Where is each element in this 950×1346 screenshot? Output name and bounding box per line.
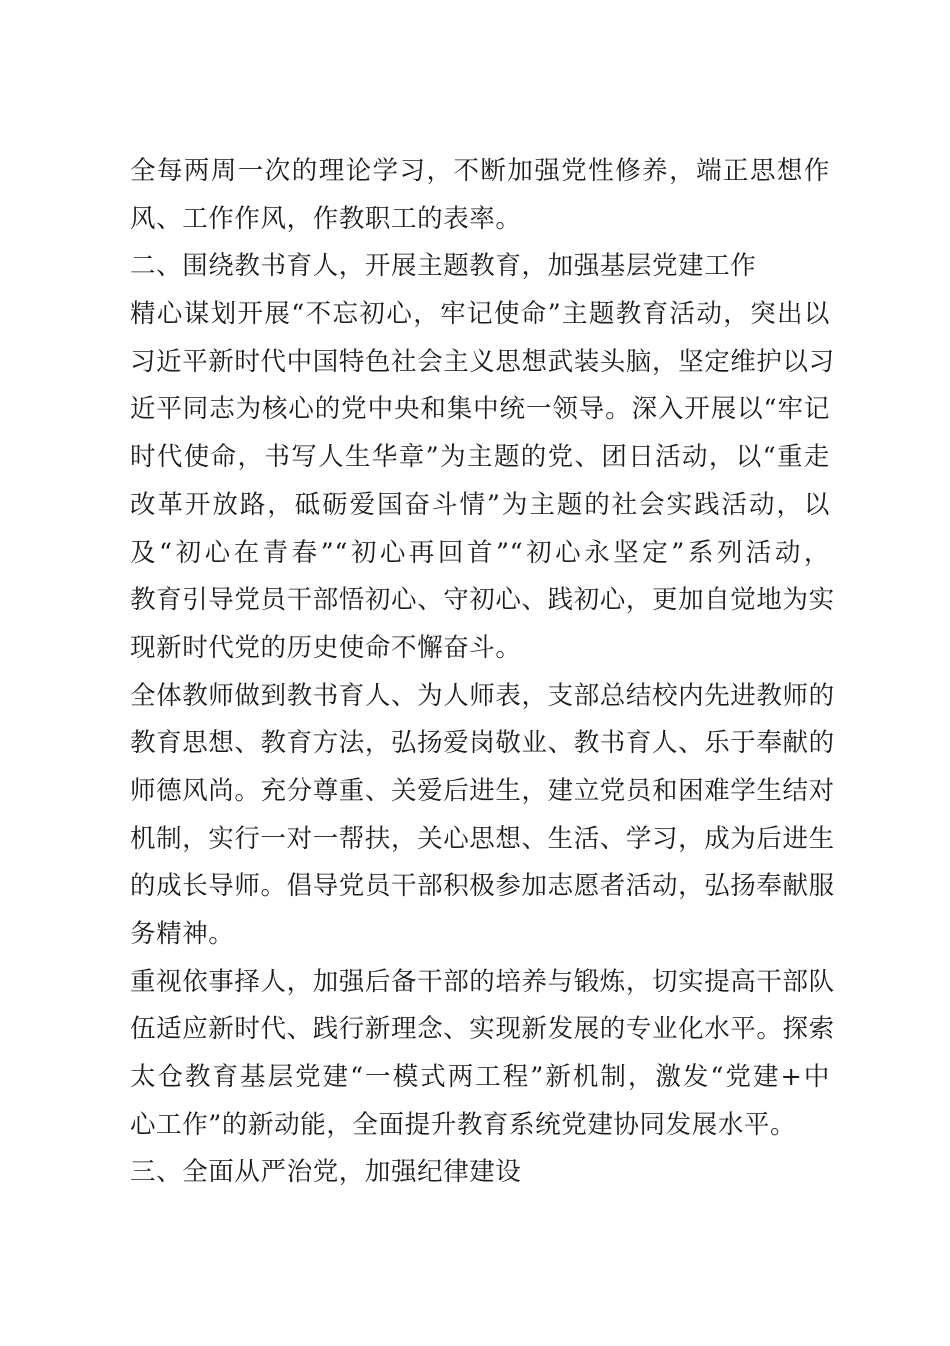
text-line: 太仓教育基层党建“一模式两工程”新机制，激发“党建+中 bbox=[130, 1062, 830, 1093]
text-line: 现新时代党的历史使命不懈奋斗。 bbox=[130, 632, 522, 663]
text-line: 的成长导师。倡导党员干部积极参加志愿者活动，弘扬奉献服 bbox=[130, 871, 835, 902]
section-heading-2: 二、围绕教书育人，开展主题教育，加强基层党建工作 bbox=[130, 251, 757, 282]
text-line: 师德风尚。充分尊重、关爱后进生，建立党员和困难学生结对 bbox=[130, 775, 835, 806]
text-line: 教育思想、教育方法，弘扬爱岗敬业、教书育人、乐于奉献的 bbox=[130, 728, 835, 759]
text-line: 重视依事择人，加强后备干部的培养与锻炼，切实提高干部队 bbox=[130, 966, 835, 997]
text-line: 习近平新时代中国特色社会主义思想武装头脑，坚定维护以习 bbox=[130, 346, 835, 377]
text-line: 务精神。 bbox=[130, 919, 235, 949]
text-line: 心工作”的新动能，全面提升教育系统党建协同发展水平。 bbox=[130, 1109, 797, 1140]
text-line: 时代使命，书写人生华章”为主题的党、团日活动，以“重走 bbox=[130, 442, 830, 473]
document-body bbox=[130, 148, 835, 1197]
text-line: 教育引导党员干部悟初心、守初心、践初心，更加自觉地为实 bbox=[130, 585, 835, 616]
text-line: 精心谋划开展“不忘初心，牢记使命”主题教育活动，突出以 bbox=[130, 299, 830, 330]
text-line: 改革开放路，砥砺爱国奋斗情”为主题的社会实践活动，以 bbox=[130, 489, 830, 520]
text-line: 伍适应新时代、践行新理念、实现新发展的专业化水平。探索 bbox=[130, 1014, 835, 1045]
text-line: 近平同志为核心的党中央和集中统一领导。深入开展以“牢记 bbox=[130, 394, 830, 425]
text-line: 及“初心在青春”“初心再回首”“初心永坚定”系列活动， bbox=[130, 537, 830, 568]
text-line: 全体教师做到教书育人、为人师表，支部总结校内先进教师的 bbox=[130, 680, 835, 711]
text-line: 风、工作作风，作教职工的表率。 bbox=[130, 203, 522, 234]
section-heading-3: 三、全面从严治党，加强纪律建设 bbox=[130, 1157, 522, 1188]
text-line: 全每两周一次的理论学习，不断加强党性修养，端正思想作 bbox=[130, 156, 830, 186]
text-line: 机制，实行一对一帮扶，关心思想、生活、学习，成为后进生 bbox=[130, 823, 835, 854]
